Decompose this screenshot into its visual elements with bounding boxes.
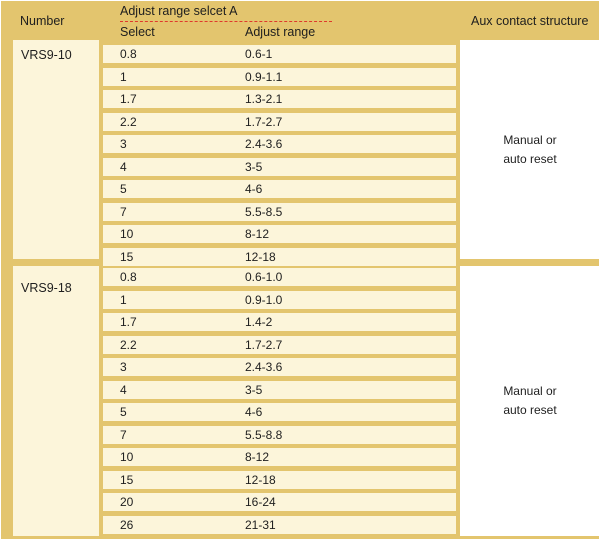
select-value: 0.8 <box>120 47 137 61</box>
header-aux-contact: Aux contact structure <box>471 14 589 28</box>
aux-contact-cell <box>460 266 600 536</box>
select-value: 26 <box>120 517 134 532</box>
table-row <box>99 514 460 537</box>
range-rows <box>99 40 460 264</box>
row-band <box>103 313 456 331</box>
adjust-range-value: 2.4-3.6 <box>245 137 283 151</box>
adjust-range-value: 4-6 <box>245 405 263 419</box>
number-cell <box>13 40 99 259</box>
table-row <box>99 379 460 402</box>
row-band <box>103 381 456 399</box>
adjust-range-value: 16-24 <box>245 495 276 509</box>
adjust-range-value: 1.7-2.7 <box>245 114 283 129</box>
model-group <box>13 40 600 264</box>
select-value: 1.7 <box>120 315 137 329</box>
select-value: 4 <box>120 159 127 174</box>
select-value: 15 <box>120 472 134 487</box>
adjust-range-value: 12-18 <box>245 249 276 264</box>
adjust-range-value: 3-5 <box>245 382 263 397</box>
adjust-range-value: 0.9-1.0 <box>245 292 283 307</box>
select-value: 15 <box>120 249 134 264</box>
aux-line-2: auto reset <box>503 403 557 417</box>
header-adjust-range-title: Adjust range selcet A <box>120 4 238 18</box>
aux-contact-text <box>503 131 556 169</box>
table-row <box>99 43 460 66</box>
adjust-range-value: 0.9-1.1 <box>245 69 283 84</box>
row-band <box>103 158 456 176</box>
adjust-range-value: 1.4-2 <box>245 315 273 329</box>
row-band <box>103 248 456 266</box>
table-row <box>99 424 460 447</box>
aux-contact-text <box>503 382 556 420</box>
table-row <box>99 289 460 312</box>
select-value: 5 <box>120 405 127 419</box>
table-row <box>99 246 460 269</box>
select-value: 10 <box>120 227 134 241</box>
adjust-range-value: 4-6 <box>245 182 263 196</box>
select-value: 0.8 <box>120 270 137 284</box>
table-row <box>99 356 460 379</box>
row-band <box>103 516 456 534</box>
adjust-range-value: 5.5-8.8 <box>245 427 283 442</box>
range-rows <box>99 266 460 536</box>
adjust-range-value: 2.4-3.6 <box>245 360 283 374</box>
table-row <box>99 111 460 134</box>
table-row <box>99 201 460 224</box>
adjust-range-value: 21-31 <box>245 517 276 532</box>
header-adjust-underline <box>120 21 332 22</box>
table-row <box>99 469 460 492</box>
select-value: 2.2 <box>120 114 137 129</box>
adjust-range-value: 1.7-2.7 <box>245 337 283 352</box>
adjust-range-value: 0.6-1 <box>245 47 273 61</box>
adjust-range-value: 8-12 <box>245 450 270 464</box>
table-row <box>99 266 460 289</box>
aux-contact-cell <box>460 40 600 259</box>
adjust-range-value: 8-12 <box>245 227 270 241</box>
table-row <box>99 311 460 334</box>
row-band <box>103 225 456 243</box>
number-cell <box>13 266 99 536</box>
row-band <box>103 448 456 466</box>
select-value: 4 <box>120 382 127 397</box>
select-value: 20 <box>120 495 134 509</box>
table-row <box>99 133 460 156</box>
select-value: 1.7 <box>120 92 137 106</box>
adjust-range-value: 12-18 <box>245 472 276 487</box>
table-row <box>99 178 460 201</box>
select-value: 3 <box>120 137 127 151</box>
model-group <box>13 266 600 536</box>
table-row <box>99 66 460 89</box>
adjust-range-value: 0.6-1.0 <box>245 270 283 284</box>
row-band <box>103 45 456 63</box>
header-adjust-range: Adjust range <box>245 25 316 39</box>
select-value: 2.2 <box>120 337 137 352</box>
row-band <box>103 403 456 421</box>
select-value: 1 <box>120 292 127 307</box>
select-value: 7 <box>120 427 127 442</box>
row-band <box>103 471 456 489</box>
header-number: Number <box>20 14 65 28</box>
aux-line-2: auto reset <box>503 151 557 166</box>
model-number: VRS9-18 <box>21 281 72 295</box>
model-number: VRS9-10 <box>21 48 72 62</box>
table-row <box>99 401 460 424</box>
header-select: Select <box>120 25 155 39</box>
table-row <box>99 88 460 111</box>
table-row <box>99 223 460 246</box>
select-value: 5 <box>120 182 127 196</box>
table-row <box>99 334 460 357</box>
row-band <box>103 180 456 198</box>
adjust-range-value: 3-5 <box>245 159 263 174</box>
select-value: 10 <box>120 450 134 464</box>
table-row <box>99 491 460 514</box>
adjust-range-value: 1.3-2.1 <box>245 92 283 106</box>
select-value: 1 <box>120 69 127 84</box>
aux-line-1: Manual or <box>503 384 557 398</box>
row-band <box>103 493 456 511</box>
select-value: 7 <box>120 204 127 219</box>
select-value: 3 <box>120 360 127 374</box>
table-row <box>99 446 460 469</box>
table-row <box>99 156 460 179</box>
aux-line-1: Manual or <box>503 132 557 147</box>
adjust-range-value: 5.5-8.5 <box>245 204 283 219</box>
